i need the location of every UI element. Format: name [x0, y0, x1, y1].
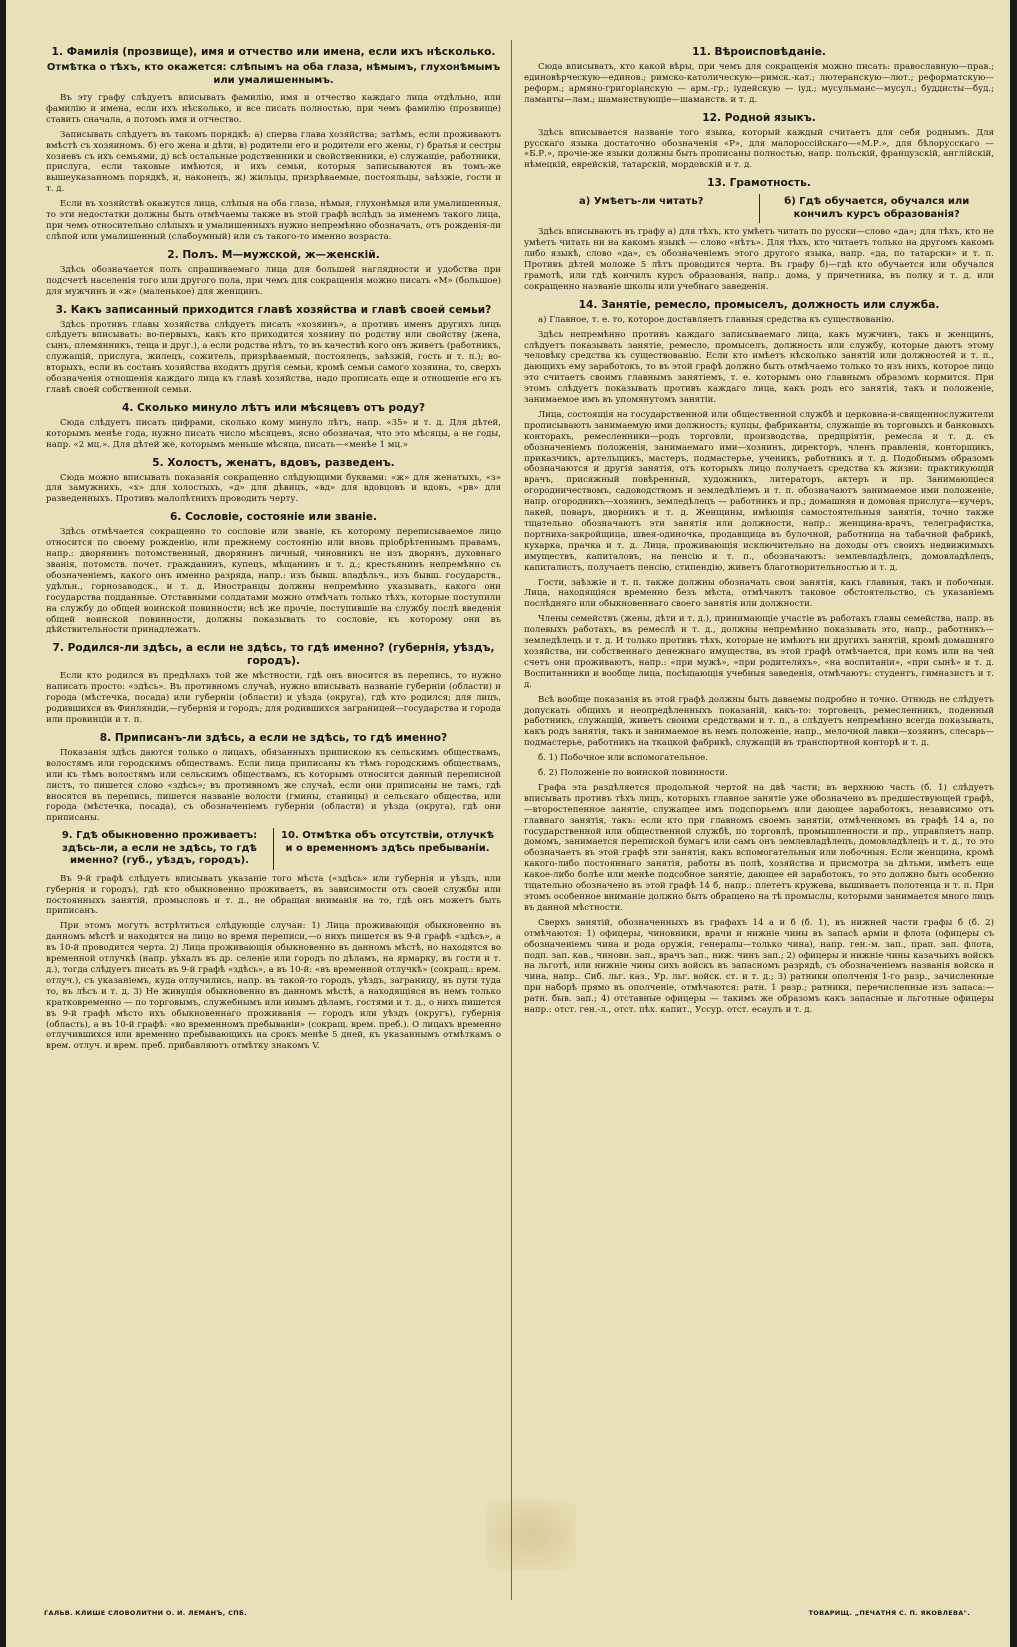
paragraph: Сюда вписывать, кто какой вѣры, при чемъ для сокращенія можно писать: православную—прав.; единовѣрческую—единов.; римско-католическую—римск.-кат.; лютеранскую—лют.; реформатскую—реформ.; армяно-григоріанскую — арм.-гр.; іудейскую — іуд.; мусульманс—мусул.; буддисты—буд.; ламаиты—лам.; шаманствующіе—шаманств. и т. д. [524, 62, 994, 105]
paragraph: Въ эту графу слѣдуетъ вписывать фамилію, имя и отчество каждаго лица отдѣльно, или фамилію и имена, если ихъ нѣсколько, и все писать полностью, при чемъ фамилію (прозвище) ставить сначала, а потомъ имя и отчество. [46, 93, 501, 125]
paragraph: Лица, состоящія на государственной или общественной службѣ и церковна-и-священнослужители прописываютъ занимаемую ими должность; купцы, фабриканты, служащіе въ торговыхъ и банковыхъ конторахъ, ремесленники—родъ торговли, производства, предпріятія, ремесла и т. д. съ обозначеніемъ положенія, занимаемаго ими—хозяинъ, директоръ, членъ правленія, конторщикъ, приказчикъ, артельщикъ, мастеръ, подмастерье, ученикъ, работникъ и т. д. Подобнымъ образомъ обозначаются и другія занятія, отъ которыхъ лицо получаетъ средства къ жизни: практикующій врачъ, присяжный повѣренный, художникъ, литераторъ, актеръ и пр. Занимающіеся огородничествомъ, садоводствомъ и земледѣліемъ и т. п. обозначаютъ занимаемое ими положеніе, напр. огородникъ—хозяинъ, земледѣлецъ — работникъ и пр.; домашняя и домовая прислуга—кучеръ, лакей, поваръ, дворникъ и т. д. Женщины, имѣющія самостоятельныя занятія, точно также тщательно обозначаютъ эти занятія или должности, напр.: женщина-врачъ, телеграфистка, портниха-закройщица, швея-одиночка, продавщица въ булочной, работница на табачной фабрикѣ, кухарка, прачка и т. д. Лица, проживающія исключительно на доходы отъ своихъ недвижимыхъ имуществъ, капиталовъ, на пенсію и т. п., обозначаютъ: землевладѣлецъ, домовладѣлецъ, капиталистъ, получаетъ пенсію, стипендію, живетъ благотворительностью и т. д. [524, 409, 994, 573]
paragraph: Члены семействъ (жены, дѣти и т. д.), принимающіе участіе въ работахъ главы семейства, напр. въ полевыхъ работахъ, въ ремеслѣ и т. д., должны непремѣнно показывать это, напр., работникъ—земледѣлецъ и т. д. И только противъ тѣхъ, которые не имѣютъ ни другихъ занятій, кромѣ домашняго хозяйства, ни собственнаго денежнаго имущества, въ этой графѣ отмѣчается, при комъ или на чей счетъ они проживаютъ, напр.: «при мужѣ», «при родителяхъ», «на воспитаніи», «при сынѣ» и т. д. Воспитанники и вообще лица, посѣщающія учебныя заведенія, отмѣчаютъ: студентъ, гимназистъ и т. д. [524, 614, 994, 690]
two-part-heading [46, 828, 501, 870]
section-heading: 7. Родился-ли здѣсь, а если не здѣсь, то гдѣ именно? (губернія, уѣздъ, городъ). [52, 642, 495, 668]
section-heading: 12. Родной языкъ. [702, 111, 816, 124]
paragraph: б. 2) Положеніе по воинской повинности. [538, 768, 728, 779]
paragraph: б. 1) Побочное или вспомогательное. [538, 753, 708, 764]
paragraph: Если въ хозяйствѣ окажутся лица, слѣпыя на оба глаза, нѣмыя, глухонѣмыя или умалишенныя, то эти недостатки должны быть отмѣчаемы также въ этой графѣ вслѣдъ за именемъ такого лица, при чемъ относительно слѣпыхъ и умалишенныхъ нужно непремѣнно обозначать, отъ рожденія-ли слѣпой или умалишенный (слабоумный) или съ такого-то именно возраста. [46, 199, 501, 242]
paragraph: Здѣсь вписываютъ въ графу а) для тѣхъ, кто умѣетъ читать по русски—слово «да»; для тѣхъ, кто не умѣетъ читать ни на какомъ языкѣ — слово «нѣтъ». Для тѣхъ, кто читаетъ только на другомъ какомъ либо языкѣ, слово «да», съ обозначеніемъ этого другого языка, напр. «да, по татарски» и т. п. Противъ дѣтей моложе 5 лѣтъ проводится черта. Въ графу б)—гдѣ кто обучается или обучался грамотѣ, или гдѣ кончилъ курсъ образованія, напр.: дома, у причетника, въ полку и т. д. или сокращенно названіе школы или учебнаго заведенія. [524, 227, 994, 292]
section-heading: 6. Сословіе, состояніе или званіе. [169, 511, 378, 524]
column-divider [511, 40, 512, 1600]
section-heading: 14. Занятіе, ремесло, промыселъ, должность или служба. [578, 298, 940, 311]
paragraph: Здѣсь обозначается полъ спрашиваемаго лица для большей наглядности и удобства при подсчетѣ населенія того или другого пола, при чемъ для сокращенія можно писать «М» (большое) для мужчинъ и «ж» (маленькое) для женщинъ. [46, 264, 501, 297]
right-column [524, 40, 994, 1020]
section-heading-part: 9. Гдѣ обыкновенно проживаетъ: здѣсь-ли, а если не здѣсь, то гдѣ именно? (губ., уѣздъ, городъ). [61, 830, 258, 867]
paragraph: а) Главное, т. е. то, которое доставляетъ главныя средства къ существованію. [538, 314, 895, 325]
paragraph: Сюда можно вписывать показанія сокращенно слѣдующими буквами: «ж» для женатыхъ, «з» для замужнихъ, «х» для холостыхъ, «д» для дѣвицъ, «вд» для вдовцовъ и вдовъ, «рв» для разведенныхъ. Противъ малолѣтнихъ проводить черту. [46, 472, 501, 505]
section-heading-part: 10. Отмѣтка объ отсутствіи, отлучкѣ и о временномъ здѣсь пребываніи. [273, 828, 501, 870]
paragraph: Въ 9-й графѣ слѣдуетъ вписывать указаніе того мѣста («здѣсь» или губернія и уѣздъ, или губернія и городъ), гдѣ кто обыкновенно проживаетъ, въ зависимости отъ своей службы или постоянныхъ занятій, промысловъ и т. д., не обращая вниманія на то, гдѣ онъ можетъ быть приписанъ. [46, 873, 501, 917]
section-heading: 11. Вѣроисповѣданіе. [692, 46, 826, 58]
section-heading: 5. Холостъ, женатъ, вдовъ, разведенъ. [152, 456, 395, 469]
paragraph: Записывать слѣдуетъ въ такомъ порядкѣ: а) сперва глава хозяйства; затѣмъ, если проживаютъ вмѣстѣ съ хозяиномъ. б) его жена и дѣти, в) родители его и родители его жены, г) братья и сестры хозяевъ съ ихъ семьями, д) всѣ остальные родственники и свойственники, е) служащіе, работники, прислуга, если таковые имѣются, и ихъ семьи, которыя записываются въ томъ-же вышеуказанномъ порядкѣ, и, наконецъ, ж) жильцы, призрѣваемые, постояльцы, заѣзжіе, гости и т. д. [46, 129, 501, 195]
paragraph: Здѣсь вписывается названіе того языка, который каждый считаетъ для себя роднымъ. Для русскаго языка достаточно обозначенія «Р», для малороссійскаго—«М.Р.», для бѣлорусскаго — «Б.Р.», прочіе-же языки должны быть прописаны полностью, напр. польскій, французскій, англійскій, нѣмецкій, еврейскій, татарскій, мордовскій и т. д. [524, 127, 994, 171]
footer-right-imprint: ТОВАРИЩ. „ПЕЧАТНЯ С. П. ЯКОВЛЕВА". [808, 1609, 970, 1617]
section-heading: 8. Приписанъ-ли здѣсь, а если не здѣсь, то гдѣ именно? [99, 731, 448, 744]
section-subheading: Отмѣтка о тѣхъ, кто окажется: слѣпымъ на оба глаза, нѣмымъ, глухонѣмымъ или умалишеннымъ. [46, 62, 501, 86]
section-heading: 2. Полъ. М—мужской, ж—женскій. [167, 248, 380, 261]
section-heading: 3. Какъ записанный приходится главѣ хозяйства и главѣ своей семьи? [55, 303, 492, 316]
section-heading: 4. Сколько минуло лѣтъ или мѣсяцевъ отъ роду? [121, 401, 426, 414]
left-column [46, 40, 501, 1056]
section-heading-part: б) Гдѣ обучается, обучался или кончилъ курсъ образованія? [759, 194, 995, 223]
paragraph: Здѣсь противъ главы хозяйства слѣдуетъ писать «хозяинъ», а противъ именъ другихъ лицъ слѣдуетъ вписывать: во-первыхъ, какъ кто приходится хозяину по родству или свойству (жена, сынъ, племянникъ, теща и друг.), а если родства нѣтъ, то въ качествѣ кого онъ живетъ (работникъ, служащій, прислуга, жилецъ, сожитель, призрѣваемый, постоялецъ, заѣзжій, гость и т. п.); во-вторыхъ, если въ составъ хозяйства входятъ другія семьи, кромѣ семьи самого хозяина, то, сверхъ обозначенія отношенія каждаго лица къ главѣ хозяйства, надо прописать еще и отношеніе его къ главѣ своей собственной семьи. [46, 319, 501, 395]
paragraph: Здѣсь непремѣнно противъ каждаго записываемаго лица, какъ мужчинъ, такъ и женщинъ, слѣдуетъ показывать занятіе, ремесло, промыселъ, должность или службу, которые даютъ этому человѣку средства къ существованію. Если кто имѣетъ нѣсколько занятій или должностей и т. п., дающихъ ему заработокъ, то въ этой графѣ должно быть отмѣчаемо только то изъ нихъ, которое лицо это считаетъ своимъ главнымъ занятіемъ, т. е. которымъ оно главнымъ образомъ кормится. При этомъ слѣдуетъ показывать противъ каждаго лица, какъ родъ его занятія, такъ и положеніе, занимаемое имъ въ упомянутомъ занятіи. [524, 329, 994, 406]
paragraph: При этомъ могутъ встрѣтиться слѣдующіе случаи: 1) Лица проживающія обыкновенно въ данномъ мѣстѣ и находятся на лицо во время переписи,—о нихъ пишется въ 9-й графѣ «здѣсь», а въ 10-й проводится черта. 2) Лица проживающія обыкновенно въ данномъ мѣстѣ, но находятся во временной отлучкѣ (напр. уѣхалъ въ др. селеніе или городъ по дѣламъ, на ярмарку, въ гости и т. д.), тогда слѣдуетъ писать въ 9-й графѣ «здѣсь», а въ 10-й: «въ временной отлучкѣ» (сокращ.: врем. отлуч.), съ указаніемъ, куда отлучились, напр. въ такой-то городъ, уѣздъ, заграницу, въ пути туда то, въ лѣсъ и т. д. 3) Не живущія обыкновенно въ данномъ мѣстѣ, а находящіяся въ немъ только кратковременно — по торговымъ, служебнымъ или инымъ дѣламъ, гостями и т. д., о нихъ пишется въ 9-й графѣ мѣсто ихъ обыкновеннаго проживанія — городъ или уѣздъ (округъ), губернія (область), а въ 10-й графѣ: «во временномъ пребываніи» (сокращ. врем. преб.). О лицахъ временно отлучившихся или временно пребывающихъ на срокъ менѣе 5 дней, къ указаннымъ отмѣткамъ о врем. отлуч. и врем. преб. прибавляютъ отмѣтку знакомъ V. [46, 921, 501, 1052]
paragraph: Сверхъ занятій, обозначенныхъ въ графахъ 14 а и б (б. 1), въ нижней части графы б (б. 2) отмѣчаются: 1) офицеры, чиновники, врачи и нижніе чины въ запасѣ арміи и флота (офицеры съ обозначеніемъ чина и рода оружія, генералы—только чина), напр. ген.-м. зап., прап. зап. флота, подп. зап. кав., чиновн. зап., врачъ зап., ниж. чинъ зап.; 2) офицеры и нижніе чины казачьихъ войскъ на льготѣ, или нижніе чины сихъ войскъ въ запасномъ разрядѣ, съ обозначеніемъ названія войска и чина, напр.. Сиб. льг. каз., Ур. льг. войск. ст. и т. д.; 3) ратники ополченія 1-го разр., зачисленные при наборѣ прямо въ ополченіе, отмѣчаются: ратн. 1 разр.; ратники, перечисленные изъ запаса:—ратн. быв. зап.; 4) отставные офицеры — такимъ же образомъ какъ запасные и льготные офицеры напр.: отст. ген.-л., отст. пѣх. капит., Уссур. отст. есаулъ и т. д. [524, 917, 994, 1016]
paragraph: Гости, заѣзжіе и т. п. также должны обозначать свои занятія, какъ главныя, такъ и побочныя. Лица, находящіяся временно безъ мѣста, отмѣчаютъ таковое обстоятельство, съ указаніемъ послѣдняго или обыкновеннаго своего занятія или должности. [524, 577, 994, 610]
census-instructions-sheet [6, 0, 1010, 1647]
paper-stain [486, 1500, 576, 1570]
paragraph: Если кто родился въ предѣлахъ той же мѣстности, гдѣ онъ вносится въ перепись, то нужно написать просто: «здѣсь». Въ противномъ случаѣ, нужно вписывать названіе губерніи (области) и города (мѣстечка, посада) или губерніи (области) и уѣзда (округа), гдѣ кто родился; для лицъ, родившихся въ Финляндіи,—губернія и городъ; для родившихся заграницей—государства и города или провинціи и т. п. [46, 671, 501, 725]
section-heading: 1. Фамилія (прозвище), имя и отчество или имена, если ихъ нѣсколько. [51, 46, 496, 58]
footer-left-imprint: ГАЛЬВ. КЛИШЕ СЛОВОЛИТНИ О. И. ЛЕМАНЪ, СПБ. [44, 1609, 247, 1617]
paragraph: Всѣ вообще показанія въ этой графѣ должны быть даваемы подробно и точно. Отнюдь не слѣдуетъ допускать общихъ и неопредѣленныхъ показаній, какъ-то: торговецъ, ремесленникъ, поденный работникъ, служащій, живетъ своими средствами и т. п., а слѣдуетъ непремѣнно всегда показывать, какъ родъ занятія, такъ и занимаемое въ немъ положеніе, напр., мелочной лавки—хозяинъ, слесарь—подмастерье, работникъ на ткацкой фабрикѣ, служащій въ транспортной конторѣ и т. д. [524, 694, 994, 749]
paragraph: Показанія здѣсь даются только о лицахъ, обязанныхъ припискою къ сельскимъ обществамъ, волостямъ или городскимъ обществамъ. Если лица приписаны къ тѣмъ городскимъ обществамъ, или къ тѣмъ волостямъ или сельскимъ обществамъ, къ которымъ относится данный переписной листъ, то пишется слово «здѣсь»; въ противномъ же случаѣ, если они приписаны не тамъ, гдѣ вносятся въ перепись, пишется названіе волости (гмины, станицы) и сельскаго общества, или города (мѣстечка, посада), съ обозначеніемъ губерніи (области) и уѣзда (округа), гдѣ они приписаны. [46, 747, 501, 824]
paragraph: Здѣсь отмѣчается сокращенно то сословіе или званіе, къ которому переписываемое лицо относится по своему рожденію, или прежнему состоянію или вновь пріобрѣтеннымъ правамъ, напр.: дворянинъ потомственный, дворянинъ личный, чиновникъ не изъ дворянъ, духовнаго званія, потомств. почет. гражданинъ, купецъ, мѣщанинъ и т. д.; крестьянинъ непремѣнно съ обозначеніемъ, какого онъ именно разряда, напр.: изъ бывш. владѣльч., изъ бывш. государств., удѣльн., горнозаводск., и т. д. Иностранцы должны непремѣнно указывать, какого они государства подданные. Отставными солдатами можно отмѣчать только тѣхъ, которые поступили на службу до общей воинской повинности; всѣ же прочіе, поступившіе на службу послѣ введенія общей воинской повинности, должны показывать то сословіе, къ которому они въ дѣйствительности принадлежатъ. [46, 527, 501, 636]
paragraph: Графа эта раздѣляется продольной чертой на двѣ части; въ верхнюю часть (б. 1) слѣдуетъ вписывать противъ тѣхъ лицъ, которыхъ главное занятіе уже обозначено въ предшествующей графѣ,—второстепенное занятіе, служащее имъ подспорьемъ или дающее заработокъ, независимо отъ главнаго занятія, такъ: если кто при главномъ своемъ занятіи, отмѣченномъ въ графѣ 14 а, по государственной или общественной службѣ, по торговлѣ, промышленности и пр., управляетъ напр. домомъ, занимается перепиской бумагъ или самъ онъ землевладѣлецъ, домовладѣлецъ и т. д., то это обозначаетъ въ этой графѣ эти занятія, какъ вспомогательныя или побочныя. Если женщина, кромѣ какого-либо постояннаго занятія, работы въ полѣ, хозяйства и присмотра за дѣтьми, имѣетъ еще какое-либо болѣе или менѣе подсобное занятіе, дающее ей заработокъ, то это должно быть особенно тщательно обозначено въ этой графѣ 14 б, напр.: плететъ кружева, вышиваетъ полотенца и т. п. При этомъ особенное вниманіе должно быть обращено на тѣ промыслы, которыми занимается много лицъ въ данной мѣстности. [524, 782, 994, 913]
section-heading-part: а) Умѣетъ-ли читать? [579, 196, 704, 208]
paragraph: Сюда слѣдуетъ писать цифрами, сколько кому минуло лѣтъ, напр. «35» и т. д. Для дѣтей, которымъ менѣе года, нужно писать число мѣсяцевъ, ясно обозначая, что это мѣсяцы, а не годы, напр. «2 мц.». Для дѣтей же, которымъ меньше мѣсяца, писать—«менѣе 1 мц.» [46, 417, 501, 450]
section-heading: 13. Грамотность. [707, 177, 811, 190]
two-part-heading [524, 194, 994, 223]
